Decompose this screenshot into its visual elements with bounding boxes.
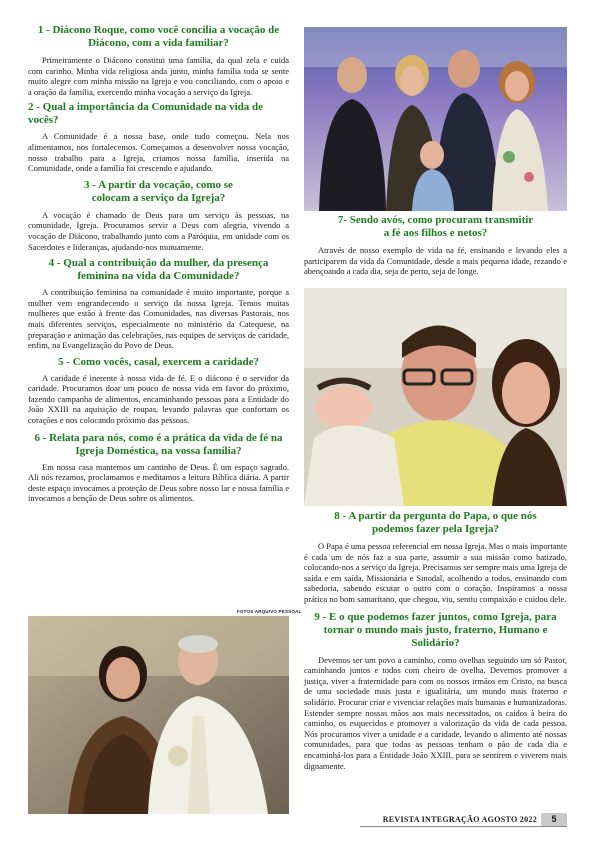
question-4-heading: 4 - Qual a contribuição da mulher, da presença feminina na vida da Comunidade?	[48, 257, 269, 283]
right-column-bottom	[304, 510, 567, 771]
question-6-heading: 6 - Relata para nós, como é a prática da vida de fé na Igreja Doméstica, na vossa família?	[34, 431, 283, 457]
left-column	[28, 20, 289, 504]
answer-3-text: A vocação é chamado de Deus para um serviço às pessoas, na comunidade, Igreja. Procuramos servir a Deus com alegria, vivendo a vocação de Diácono, trabalhando junto com a Paróquia, em unidade com os Sacerdotes e lideranças, ajudando-nos mutuamente.	[28, 209, 289, 252]
answer-8-text: O Papa é uma pessoa referencial em nossa Igreja. Mas o mais importante é cada um de nós faz a sua parte, assumir a sua missão como batizado, colocando-nos a serviço da Igreja. Precisamos ser sempre mais uma Igreja de saída e em saída, Missionária e Sinodal, acolhendo a todos, ensinando com sabedoria, sabendo escutar o outro com o coração. Inspiramos a nossa prática no bom samaritano, que chegou, viu, sentiu compaixão e cuidou dele.	[304, 541, 567, 604]
photo-family-image	[304, 27, 567, 211]
footer-divider	[360, 826, 567, 827]
question-3-heading: 3 - A partir da vocação, como se colocam a serviço da Igreja?	[84, 178, 233, 204]
photo-couple-with-priest	[28, 616, 289, 814]
photo-family	[304, 27, 567, 211]
photo-credit: FOTOS ARQUIVO PESSOAL	[237, 609, 302, 614]
question-2-heading: 2 - Qual a importância da Comunidade na vida de vocês?	[28, 101, 264, 127]
answer-1-text: Primeiramente o Diácono constitui uma família, da qual zela e cuida com carinho. Minha vida religiosa anda junto, minha família toda se sente muito alegre com minha missão na Igreja e vou conciliando, com o apoio e a oração da família, exercendo minha vocação a serviço da Igreja.	[28, 55, 289, 97]
answer-5-text: A caridade é inerente à nossa vida de fé. E o diácono é o servidor da caridade. Procuramos doar um pouco de nossa vida em favor do próximo, fazendo campanha de alimentos, encaminhando pessoas para a Entidade do João XXIII na aquisição de roupas, levando palavras que confortam os corações e nos colocando próximo das pessoas.	[28, 372, 289, 426]
photo-grandparents-with-baby-image	[304, 288, 567, 506]
answer-7-text: Através de nosso exemplo de vida na fé, ensinando e levando eles a participarem da vida da Comunidade, desde a mais pequena idade, rezando e abençoando a cada dia, seja de perto, seja de longe.	[304, 245, 567, 277]
question-5-heading: 5 - Como vocês, casal, exercem a caridade?	[57, 355, 260, 368]
question-9-heading: 9 - E o que podemos fazer juntos, como Igreja, para tornar o mundo mais justo, fraterno, Humano e Solidário?	[314, 610, 557, 649]
answer-6-text: Em nossa casa mantemos um cantinho de Deus. É um espaço sagrado. Ali nós rezamos, proclamamos e meditamos a leitura Bíblica diária. A partir deste espaço invocamos a proteção de Deus sobre nosso lar e nossa família e invocamos a benção de Deus sobre os alimentos.	[28, 461, 289, 504]
question-1-heading: 1 - Diácono Roque, como você concilia a vocação de Diácono, com a vida familiar?	[37, 24, 280, 49]
answer-4-text: A contribuição feminina na comunidade é muito importante, porque a mulher vem engrandecendo o serviço da nossa Igreja. Temos muitas mulheres que estão à frente das Comunidades, nas diversas Pastorais, nos mais diferentes serviços, especialmente no ministério da Catequese, na preparação e animação das celebrações, nas equipes de serviços de caridade, enfim, na Evangelização do Povo de Deus.	[28, 287, 289, 351]
question-8-heading: 8 - A partir da pergunta do Papa, o que nós podemos fazer pela Igreja?	[334, 510, 537, 535]
question-7-heading: 7- Sendo avós, como procuram transmitir a fé aos filhos e netos?	[337, 214, 534, 239]
answer-2-text: A Comunidade é a nossa base, onde tudo começou. Nela nos alimentamos, nos fortalecemos. Começamos a desenvolver nossa vocação, nosso trabalho para a Igreja, criamos nossa família, inserida na Comunidade, onde a família foi crescendo e ajudando.	[28, 131, 289, 174]
right-column-top	[304, 214, 567, 277]
photo-grandparents-with-baby	[304, 288, 567, 506]
page-number: 5	[541, 813, 567, 826]
photo-couple-with-priest-image	[28, 616, 289, 814]
magazine-name: REVISTA INTEGRAÇÃO AGOSTO 2022	[382, 815, 537, 824]
page-footer	[360, 813, 567, 827]
answer-9-text: Devemos ser um povo a caminho, como ovelhas seguindo um só Pastor, caminhando juntos e todos com cheiro de ovelha. Devemos promover a justiça, viver a fraternidade para com os nossos irmãos em Cristo, na busca de uma sociedade mais justa e igualitária, um mundo mais fraterno e solidário. Procurar criar e vivenciar relações mais humanas e humanizadoras. Estender sempre nossas mãos aos mais necessitados, os caídos à beira do caminho, os esquecidos e promover a valorização da vida de cada pessoa. Nós procuramos viver a unidade e a caridade, levando o alimento até nossas comunidades, para que todas as pessoas tenham o pão de cada dia e encaminhá-los para a Entidade João XXIII, para se sentirem e viverem mais dignamente.	[304, 654, 567, 771]
